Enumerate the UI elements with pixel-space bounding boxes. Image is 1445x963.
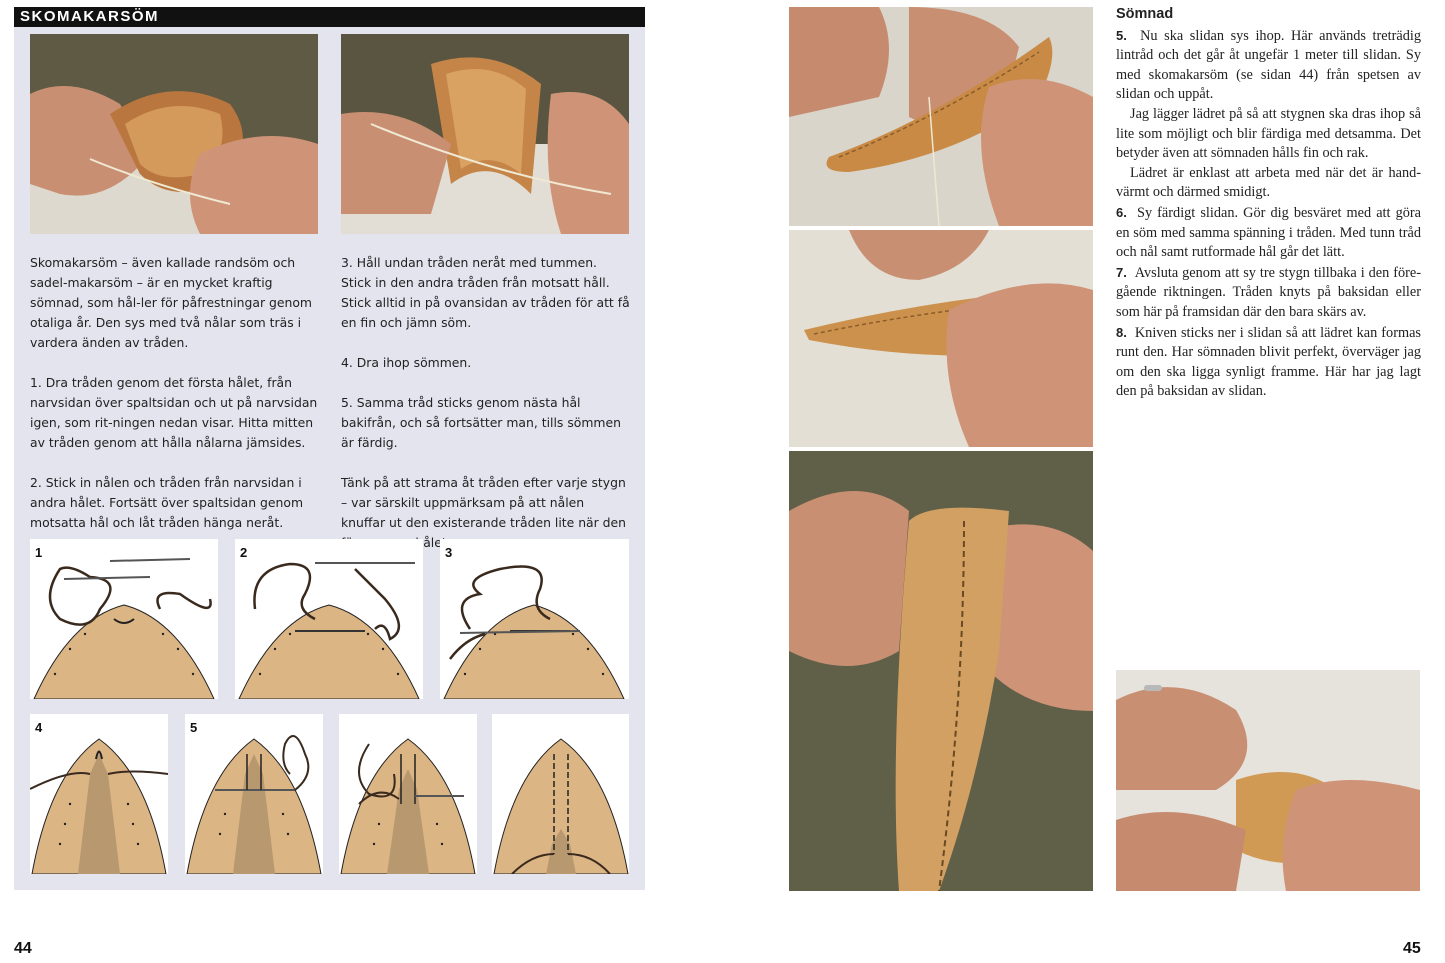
paragraph-step-6 (1116, 203, 1421, 263)
right-page-text (1116, 5, 1421, 402)
step-5-number: 5. (1116, 27, 1127, 43)
step-8-number: 8. (1116, 324, 1127, 340)
photo-sheath-finished-seam (789, 451, 1093, 891)
illustration-step-5b (339, 714, 477, 874)
paragraph-step-5b: Jag lägger lädret på så att stygnen ska dras ihop så lite som möjligt och blir färdiga med detsamma. Det betyder även att sömnaden hålls fin och rak. (1116, 105, 1421, 162)
page-number-left: 44 (14, 940, 32, 957)
illustration-step-1 (30, 539, 218, 699)
illustration-step-finished (492, 714, 629, 874)
paragraph-step-5 (1116, 26, 1421, 105)
photo-knife-in-sheath (1116, 670, 1420, 891)
photo-sewing-sheath-middle (789, 230, 1093, 447)
figure-number-5: 5 (190, 720, 198, 735)
figure-number-1: 1 (35, 545, 43, 560)
step-5-paragraph: 5. Samma tråd sticks genom nästa hål bakifrån, och så fortsätter man, tills sömmen är färdig. (341, 395, 621, 450)
illustration-step-4 (30, 714, 168, 874)
intro-paragraph: Skomakarsöm – även kallade randsöm och sadel-makarsöm – är en mycket kraftig sömnad, som hål-ler för påfrestningar genom otaliga år. Den sys med två nålar som träs i vardera änden av tråden. (30, 255, 312, 350)
figure-number-2: 2 (240, 545, 248, 560)
instructions-column-left (30, 253, 320, 553)
instructions-column-right (341, 253, 631, 573)
step-7-number: 7. (1116, 264, 1127, 280)
step-6-text: Sy färdigt slidan. Gör dig besväret med att göra en söm med samma spänning i tråden. Med tunn tråd och nål samt rutformade hål går det lätt. (1116, 204, 1421, 261)
step-1-paragraph: 1. Dra tråden genom det första hålet, från narvsidan över spaltsidan och ut på narvsidan igen, som rit-ningen nedan visar. Hitta mitten av tråden genom att hålla nålarna jämsides. (30, 375, 318, 450)
figure-number-4: 4 (35, 720, 43, 735)
paragraph-step-7 (1116, 263, 1421, 323)
step-7-text: Avsluta genom att sy tre stygn tillbaka i den före-gående riktningen. Tråden knyts på baksidan eller som här på framsidan där den bara skärs av. (1116, 264, 1422, 320)
paragraph-step-5c: Lädret är enklast att arbeta med när det är hand-värmt och därmed smidigt. (1116, 164, 1421, 201)
step-8-text: Kniven sticks ner i slidan så att lädret kan formas runt den. Har sömnaden blivit perfekt, överväger jag om den ska ligga synligt framme. Här har jag lagt den på baksidan av slidan. (1116, 324, 1421, 400)
illustration-step-3 (440, 539, 629, 699)
illustration-step-5 (185, 714, 323, 874)
photo-sewing-step-a (30, 34, 318, 234)
photo-sewing-step-b (341, 34, 629, 234)
figure-number-3: 3 (445, 545, 453, 560)
illustration-step-2 (235, 539, 423, 699)
step-4-paragraph: 4. Dra ihop sömmen. (341, 355, 472, 370)
tip-paragraph: Tänk på att strama åt tråden efter varje stygn – var särskilt uppmärksam på att nålen knuffar ut den existerande tråden lite när den hålet. (341, 475, 627, 550)
step-5-text: Nu ska slidan sys ihop. Här används treträdig lintråd och det går åt ungefär 1 meter till slidan. Sy med skomakarsöm (se sidan 44) från spetsen av slidan och uppåt. (1116, 27, 1421, 103)
left-page-panel (14, 7, 645, 890)
photo-sewing-sheath-tip (789, 7, 1093, 226)
paragraph-step-8 (1116, 323, 1421, 402)
step-2-paragraph: 2. Stick in nålen och tråden från narvsidan i andra hålet. Fortsätt över spaltsidan genom motsatta hål och låt tråden hänga neråt. (30, 475, 304, 530)
section-header-bar (14, 7, 645, 27)
step-6-number: 6. (1116, 204, 1127, 220)
page-number-right: 45 (1403, 940, 1421, 957)
section-heading-somnad: Sömnad (1116, 6, 1174, 22)
step-3-paragraph: 3. Håll undan tråden neråt med tummen. Stick in den andra tråden från motsatt håll. Stick alltid in på ovansidan av tråden för att få en fin och jämn söm. (341, 255, 630, 330)
section-title: SKOMAKARSÖM (20, 8, 159, 25)
